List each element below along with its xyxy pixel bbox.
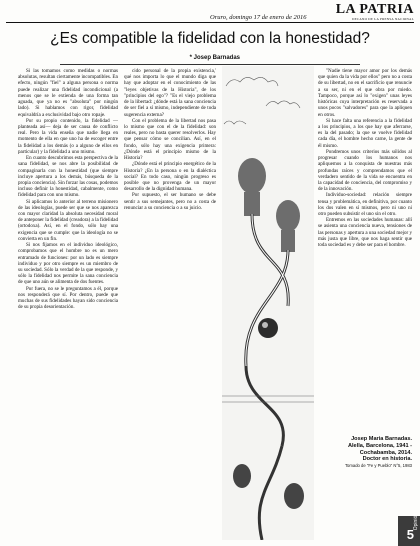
paragraph: Entremos en las sociedades humanas: allí se asienta una conciencia nueva, tensiones de las personas y apertura a una sociedad mejor y más justa que libre, que nos haga sentir que toda sociedad es y debe ser para el hombre. xyxy=(318,217,412,249)
paragraph: Con el problema de la libertad nos pasa lo mismo que con el de la fidelidad: son reales, pero no basta querer resolverlos. Hay que pensar cómo se concilian. Así, en el fondo, sólo hay una exigencia primera: ¿Dónde está el principio mismo de la Historia? xyxy=(124,117,216,162)
author-place: Alella, Barcelona, 1941 - xyxy=(347,442,412,449)
paragraph: Si nos fijamos en el individuo ideológico, comprobamos que el hombre no es un mero entramado de funciones: por un lado es siempre individuo y por otro siempre es un miembro de su sociedad. Sólo la verdad de la que responde, y sólo la fidelidad nos permite la sana conciencia de que uno aún se alimenta de dos fuentes. xyxy=(18,242,118,286)
top-rule xyxy=(6,22,414,23)
paragraph: Pondremos unos criterios más sólidos al progresar cuando los humanos nos apliquemos a la conquista de nuestras más profundas raíces y comprendamos que el verdadero sentido de la vida se encuentra en la capacidad de conciencia, del compromiso y de la innovación. xyxy=(318,148,412,193)
paragraph: Por su propio contenido, la fidelidad —planteada así— deja de ser causa de conflicto real. Pero la vida enseña que nadie llega en momento de ella en que uno ha de escoger entre la fidelidad a los demás (o a alguno de ellos en particular) y la fidelidad a uno mismo. xyxy=(18,117,118,155)
headline-rule xyxy=(60,64,360,65)
page-number: 5 xyxy=(406,527,414,542)
paragraph: Por fuera, no se le preguntamos a él, porque nos responderá que sí. Por dentro, puede que muchas de sus fidelidades hayan sido conciencia de su propia desorientación. xyxy=(18,285,118,311)
column-2 xyxy=(124,68,216,298)
paragraph: Si aplicamos lo anterior al terreno misionero de las ideologías, puede ser que se nos aparezca con mayor claridad la absoluta necesidad moral de anteponer la fidelidad (creadora) a la fidelidad (ortodoxa). Así, en el fondo, sólo hay una exigencia que se cumple: que la ideología no se convierta en un fin. xyxy=(18,198,118,242)
masthead-subtitle: DECANO DE LA PRENSA NACIONAL xyxy=(352,17,414,21)
paragraph: cido personal de la propia existencia,' qué nos importa lo que el mundo diga que hay que adoptar en el conocimiento de las "leyes objetivas de la Historia", de los "principios del ego"? "Es el viejo problema de la libertad: ¿dónde está la sana conciencia de ser fiel a sí mismo, independiente de toda sugerencia externa? xyxy=(124,68,216,118)
dateline: Oruro, domingo 17 de enero de 2016 xyxy=(210,14,307,21)
paragraph: Individuo-sociedad: relación siempre tensa y problemática, en definitiva, por cuanto los dos valen en sí mismos, pero ni uno ni otro pueden subsistir el uno sin el otro. xyxy=(318,192,412,218)
author-name: Josep Maria Barnadas. xyxy=(351,436,412,442)
paragraph: ¿Dónde está el principio energético de la Historia? ¿En la persona o en la dialéctica social? En todo caso, ningún progreso es posible que no provenga de un mayor desarrollo de la dignidad humana. xyxy=(124,161,216,193)
paragraph: Si hace falta una referencia a la fidelidad a los principios, a los que hay que aferrarse, es la del pasado; la que se vuelve fidelidad cada día, el hombre hecho carne, la gente de él mismo. xyxy=(318,117,412,149)
paragraph: Si las tomamos como medidas o normas absolutas, resultan ciertamente incompatibles. En efecto, ningún "fiel" a alguna persona o norma puede realizar una fidelidad incondicional (a menos que se le extienda de una forma tan aguada, que ya no es "absoluta" por ningún lado). Si hablamos con rigor, fidelidad equivaldría a exclusividad bajo otro ropaje. xyxy=(18,68,118,118)
paragraph: Por supuesto, el ser humano se debe sentir a sus semejantes, pero no a costa de renunciar a su conciencia o a su juicio. xyxy=(124,192,216,211)
source-note: Tomado de "Fe y Pueblo" N°5, 1983 xyxy=(344,463,412,469)
author-title: Doctor en historia. xyxy=(362,456,412,463)
paragraph: "Nadie tiene mayor amor por los demás que quien da la vida por ellos" pero no a costa de su libertad, no en el sacrificio que renuncie a su ser, ni en el que obra por miedo. Tampoco, porque así lo "exigen" unas leyes históricas cuya interpretación es reservada a unos pocos "salvadores" para que la apliquen en otros. xyxy=(318,68,412,118)
author-signature xyxy=(318,436,412,468)
section-tab-label: Opinión xyxy=(413,512,419,530)
column-3 xyxy=(318,68,412,476)
column-1 xyxy=(18,68,118,538)
headline: ¿Es compatible la fidelidad con la honestidad? xyxy=(50,30,370,47)
masthead-title: LA PATRIA xyxy=(335,2,414,17)
paragraph: En cuanto descubrimos esta perspectiva de la sana fidelidad, se nos abre la posibilidad de compaginarla con la honestidad (que siempre incluye apertura a los demás, búsqueda de la propia conciencia). Sin forzar las cosas, podemos incluso definir la honestidad, cabalmente, como fidelidad para con uno mismo. xyxy=(18,155,118,199)
author-place-2: Cochabamba, 2014. xyxy=(359,449,412,456)
byline: * Josep Barnadas xyxy=(189,55,240,61)
surreal-illustration xyxy=(222,66,314,540)
